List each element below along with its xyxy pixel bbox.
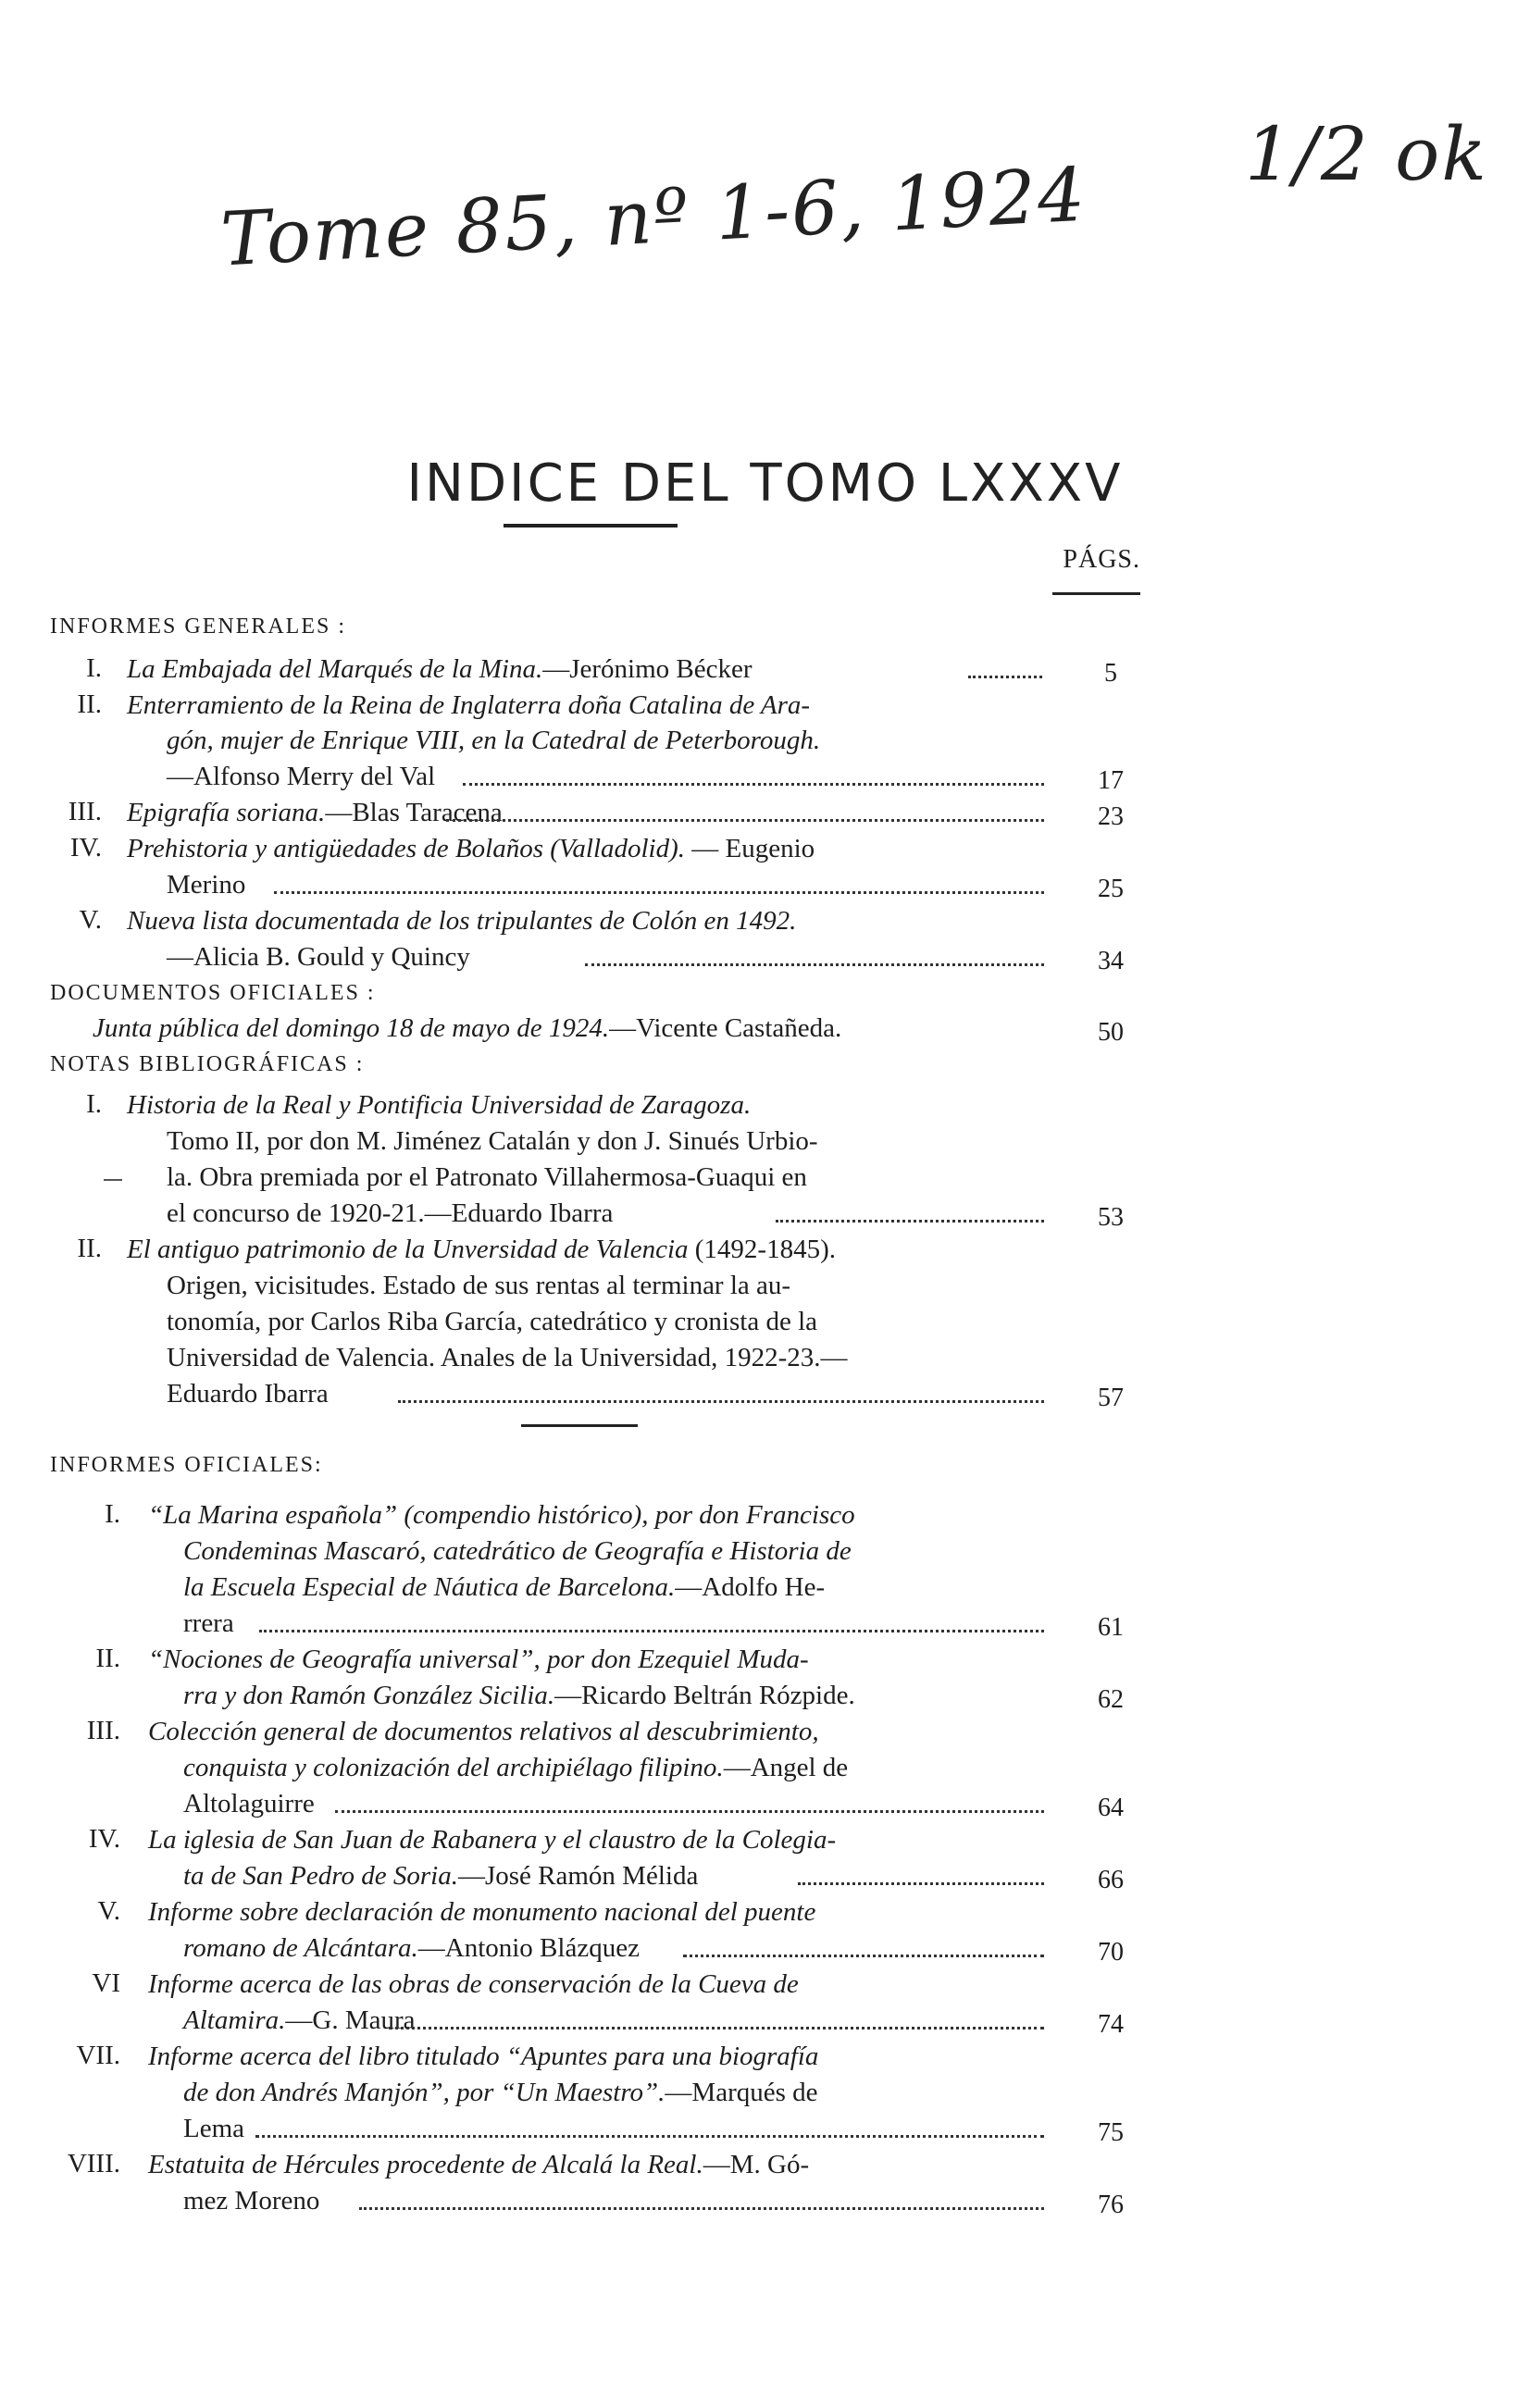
entry-text: gón, mujer de Enrique VIII, en la Catedral de Peterborough. <box>167 726 821 755</box>
entry-text: Junta pública del domingo 18 de mayo de 1924.—Vicente Castañeda. <box>93 1013 842 1043</box>
entry-text: La iglesia de San Juan de Rabanera y el claustro de la Colegia- <box>148 1825 837 1855</box>
entry-text: la. Obra premiada por el Patronato Villahermosa-Guaqui en <box>167 1162 807 1192</box>
entry-text: Altamira.—G. Maura <box>183 2005 416 2035</box>
entry-text: —Alicia B. Gould y Quincy <box>167 942 470 972</box>
entry-roman: VII. <box>76 2041 120 2070</box>
section-separator-rule <box>521 1424 638 1427</box>
entry-roman: I. <box>86 1089 102 1119</box>
leader-dots <box>776 1220 1044 1223</box>
page-number: 74 <box>1098 2010 1124 2039</box>
entry-roman: IV. <box>69 833 102 863</box>
entry-text: rra y don Ramón González Sicilia.—Ricardo Beltrán Rózpide. <box>183 1681 855 1710</box>
page-number: 61 <box>1098 1613 1124 1642</box>
leader-dots <box>683 1955 1044 1957</box>
entry-roman: III. <box>86 1716 120 1745</box>
leader-dots <box>446 819 1044 822</box>
entry-text: “Nociones de Geografía universal”, por don Ezequiel Muda- <box>148 1645 809 1674</box>
entry-text: Universidad de Valencia. Anales de la Universidad, 1922-23.— <box>167 1343 848 1372</box>
leader-dots <box>398 1400 1044 1403</box>
entry-roman: II. <box>77 689 102 719</box>
entry-roman: I. <box>105 1499 120 1529</box>
entry-text: rrera <box>183 1608 234 1638</box>
page-number: 5 <box>1104 659 1117 688</box>
page-number: 53 <box>1098 1203 1124 1232</box>
entry-text: la Escuela Especial de Náutica de Barcelona.—Adolfo He- <box>183 1572 826 1602</box>
leader-dots <box>274 891 1044 894</box>
entry-text: mez Moreno <box>183 2186 320 2216</box>
handwritten-corner-note: 1/2 ok <box>1245 111 1488 197</box>
page-number: 25 <box>1098 875 1124 903</box>
page-number: 62 <box>1098 1685 1124 1714</box>
page-number: 66 <box>1098 1866 1124 1894</box>
leader-dots <box>259 1630 1044 1632</box>
page-number: 23 <box>1098 802 1124 831</box>
leader-dots <box>335 1810 1044 1813</box>
entry-text: Informe sobre declaración de monumento nacional del puente <box>148 1897 816 1927</box>
entry-text: Merino <box>167 870 246 900</box>
entry-text: La Embajada del Marqués de la Mina.—Jerónimo Bécker <box>127 654 753 684</box>
entry-roman: II. <box>95 1644 120 1673</box>
entry-roman: V. <box>97 1896 120 1926</box>
entry-text: Prehistoria y antigüedades de Bolaños (Valladolid). — Eugenio <box>127 834 815 863</box>
entry-text: Origen, vicisitudes. Estado de sus rentas al terminar la au- <box>167 1271 791 1300</box>
page-number: 76 <box>1098 2191 1124 2219</box>
page-title: INDICE DEL TOMO LXXXV <box>406 453 1124 514</box>
page-number: 17 <box>1098 766 1124 795</box>
entry-text: Informe acerca del libro titulado “Apuntes para una biografía <box>148 2042 819 2071</box>
entry-roman: III. <box>68 797 102 826</box>
entry-text: Eduardo Ibarra <box>167 1379 329 1409</box>
leader-dots <box>585 963 1044 966</box>
page-number: 34 <box>1098 947 1124 975</box>
entry-text: el concurso de 1920-21.—Eduardo Ibarra <box>167 1198 614 1228</box>
page-number: 64 <box>1098 1794 1124 1822</box>
entry-text: Altolaguirre <box>183 1789 315 1818</box>
leader-dots <box>359 2207 1044 2210</box>
entry-text: Informe acerca de las obras de conservación de la Cueva de <box>148 1969 799 1999</box>
entry-text: romano de Alcántara.—Antonio Blázquez <box>183 1933 640 1963</box>
handwritten-volume-note: Tome 85, nº 1-6, 1924 <box>218 151 1089 283</box>
page-number: 57 <box>1098 1384 1124 1412</box>
entry-text: conquista y colonización del archipiélago filipino.—Angel de <box>183 1753 849 1782</box>
leader-dots <box>255 2135 1044 2138</box>
entry-text: Nueva lista documentada de los tripulantes de Colón en 1492. <box>127 906 797 936</box>
entry-text: “La Marina española” (compendio histórico), por don Francisco <box>148 1500 855 1530</box>
pages-header-rule <box>1052 592 1140 595</box>
section-heading-documentos-oficiales: DOCUMENTOS OFICIALES : <box>50 981 376 1005</box>
entry-text: Condeminas Mascaró, catedrático de Geografía e Historia de <box>183 1536 852 1566</box>
entry-text: El antiguo patrimonio de la Unversidad de Valencia (1492-1845). <box>127 1235 836 1264</box>
entry-roman: VI <box>92 1968 120 1998</box>
page-number: 50 <box>1098 1018 1124 1047</box>
entry-text: —Alfonso Merry del Val <box>167 762 436 791</box>
entry-text: Enterramiento de la Reina de Inglaterra doña Catalina de Ara- <box>127 690 811 720</box>
section-heading-informes-oficiales: INFORMES OFICIALES: <box>50 1453 323 1477</box>
page-number: 75 <box>1098 2118 1124 2147</box>
entry-text: Lema <box>183 2114 245 2143</box>
leader-dots <box>389 2027 1044 2029</box>
entry-roman: I. <box>86 653 102 683</box>
title-rule <box>504 524 678 528</box>
leader-dots <box>968 676 1042 678</box>
entry-roman: VIII. <box>67 2149 120 2178</box>
page-number: 70 <box>1098 1938 1124 1967</box>
margin-mark <box>104 1179 122 1181</box>
entry-text: de don Andrés Manjón”, por “Un Maestro”.—Marqués de <box>183 2078 818 2107</box>
leader-dots <box>463 783 1044 786</box>
entry-text: Colección general de documentos relativos al descubrimiento, <box>148 1717 819 1746</box>
entry-roman: II. <box>77 1234 102 1263</box>
entry-roman: V. <box>79 905 102 935</box>
entry-text: Epigrafía soriana.—Blas Taracena <box>127 798 503 827</box>
entry-text: Tomo II, por don M. Jiménez Catalán y don J. Sinués Urbio- <box>167 1126 818 1156</box>
entry-roman: IV. <box>88 1824 120 1854</box>
section-heading-informes-generales: INFORMES GENERALES : <box>50 614 347 639</box>
section-heading-notas-bibliograficas: NOTAS BIBLIOGRÁFICAS : <box>50 1052 365 1076</box>
entry-text: Estatuita de Hércules procedente de Alcalá la Real.—M. Gó- <box>148 2150 810 2179</box>
entry-text: ta de San Pedro de Soria.—José Ramón Mélida <box>183 1861 699 1891</box>
entry-text: tonomía, por Carlos Riba García, catedrático y cronista de la <box>167 1307 817 1336</box>
leader-dots <box>798 1882 1044 1885</box>
pages-column-header: PÁGS. <box>1063 545 1140 574</box>
entry-text: Historia de la Real y Pontificia Universidad de Zaragoza. <box>127 1090 752 1120</box>
